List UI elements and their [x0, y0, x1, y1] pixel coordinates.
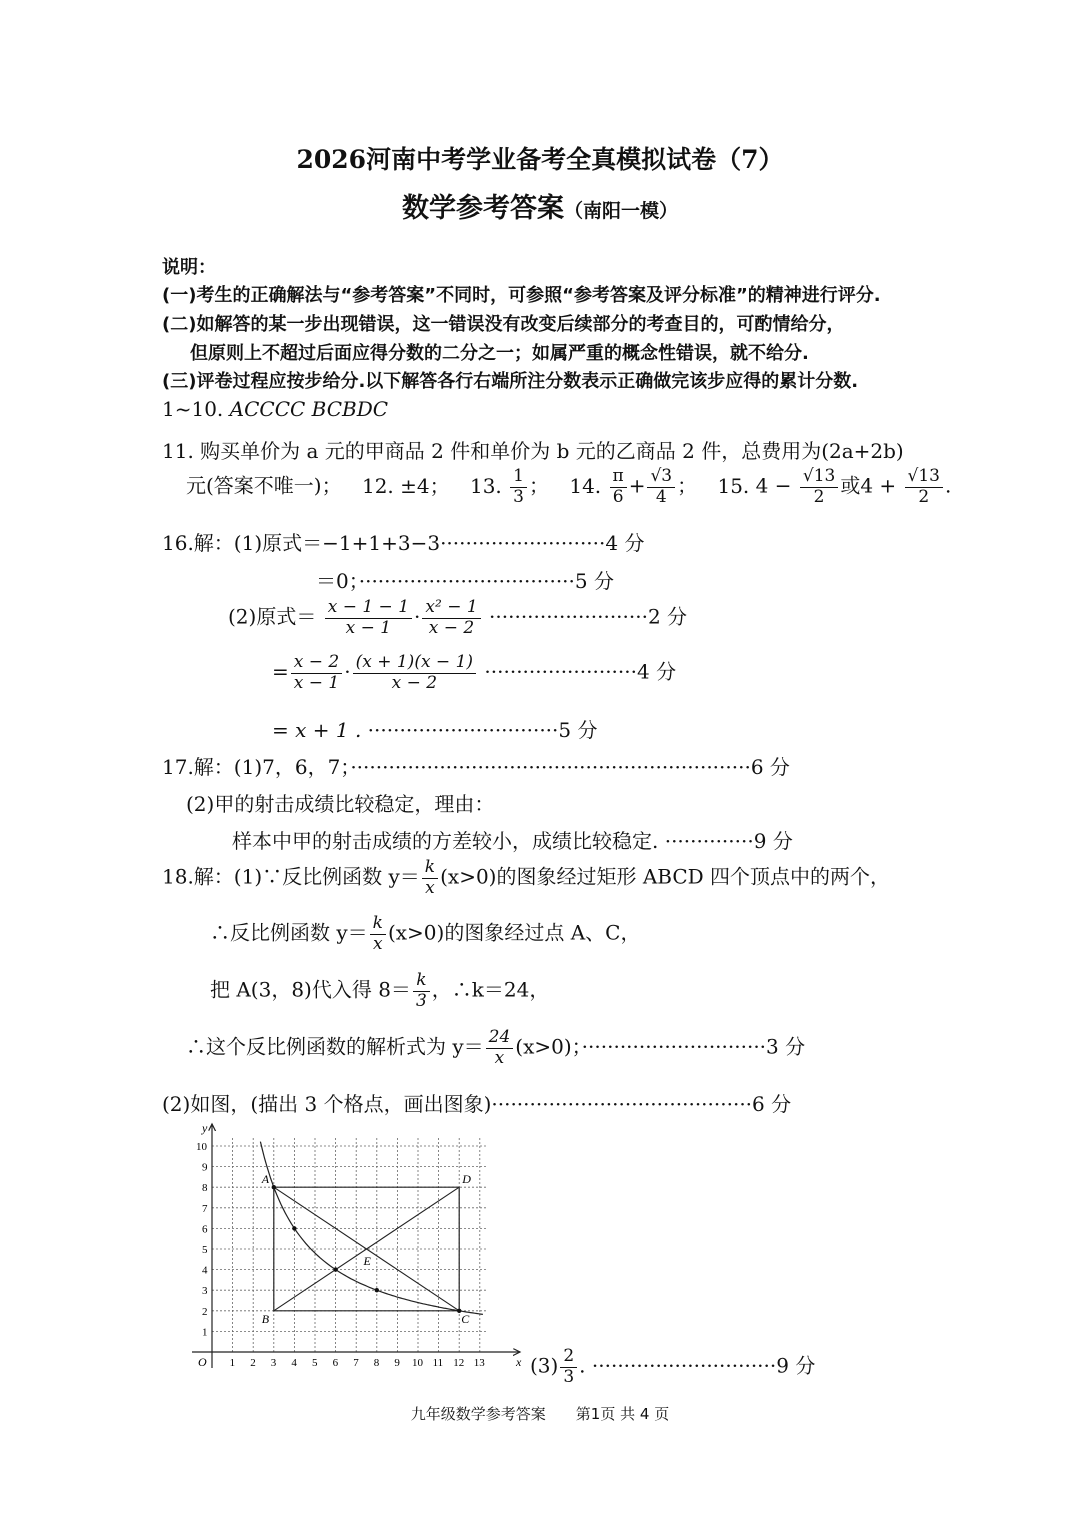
y-tick-label: 10 [196, 1141, 207, 1153]
q11-15-line: 元(答案不唯一)； 12. ±4； 13. $\frac{1}{3}$ ； 14. $\frac{\pi}{6}$ + $\frac{√3}{4}$ ； 15. 4 − $\frac{√13}{2}$ 或4 + $\frac{√13}{2}$ . [186, 466, 952, 507]
q16-l5-text: = x + 1 . [272, 718, 362, 742]
q17-l3-score: 9 分 [753, 829, 793, 853]
y-tick-label: 9 [202, 1161, 208, 1174]
q16-l5-score: 5 分 [558, 718, 598, 742]
x-tick-label: 10 [412, 1357, 423, 1369]
notes-heading: 说明： [162, 257, 216, 278]
page-title: 2026河南中考学业备考全真模拟试卷（7） [296, 145, 784, 174]
coordinate-graph [180, 1118, 530, 1378]
q18-l2-post: (x>0)的图象经过点 A、C， [387, 920, 641, 945]
x-tick-label: 11 [432, 1357, 444, 1369]
q11-tail: 元(答案不唯一)； [186, 473, 342, 498]
y-tick-label: 1 [202, 1326, 208, 1339]
q15-part-b: 4 + [860, 473, 897, 498]
q13-num: 1 [510, 467, 527, 488]
lattice-point [333, 1267, 337, 1271]
y-tick-label: 8 [202, 1182, 208, 1195]
q17-line1: 17.解：(1)7，6，7；·······························································6 分 [162, 755, 790, 779]
q18-l3-frac [413, 971, 430, 1011]
x-tick-label: 1 [229, 1357, 236, 1369]
q16-l3-label: (2)原式＝ [228, 604, 317, 629]
x-tick-label: 4 [291, 1357, 297, 1369]
lattice-point [375, 1288, 379, 1292]
q18-l6-label: (3) [530, 1353, 559, 1378]
origin-label: O [198, 1355, 207, 1369]
note-1: (一)考生的正确解法与“参考答案”不同时，可参照“参考答案及评分标准”的精神进行评分. [162, 285, 881, 306]
q16-l3-f1-num: x − 1 − 1 [325, 598, 412, 619]
q17-line3: 样本中甲的射击成绩的方差较小，成绩比较稳定. ··············9 分 [232, 829, 793, 853]
y-tick-label: 2 [202, 1305, 208, 1318]
q16-l1-score: 4 分 [605, 531, 645, 555]
y-axis-label: y [202, 1121, 208, 1135]
page-footer: 九年级数学参考答案 第1页 共 4 页 [410, 1405, 670, 1423]
q18-line6: (3) $\frac{2}{3}$ . ·····························9 分 [530, 1346, 816, 1387]
point-a-label: A [261, 1172, 270, 1187]
y-tick-label: 4 [202, 1264, 208, 1277]
note-2b: 但原则上不超过后面应得分数的二分之一；如属严重的概念性错误，就不给分. [190, 343, 809, 364]
point-c-label: C [461, 1311, 470, 1326]
q16-l4-f2-den: x − 2 [391, 672, 438, 693]
q18-l3-den: 3 [415, 990, 427, 1011]
lattice-point [292, 1226, 296, 1230]
x-tick-label: 3 [270, 1357, 277, 1369]
q18-line4: ∴这个反比例函数的解析式为 y＝ $\frac{24}{x}$ (x>0)；·····························3 分 [186, 1027, 806, 1068]
q16-l1-text: 16.解：(1)原式＝−1+1+3−3 [162, 531, 441, 555]
x-tick-label: 9 [394, 1357, 400, 1369]
grid [212, 1138, 486, 1352]
q15-fraction-a [800, 467, 838, 507]
q16-line4: = $\frac{x - 2}{x - 1}$ · $\frac{(x + 1)(x - 1)}{x - 2}$ ························4 分 [272, 652, 677, 693]
q16-line2: ＝0；··································5 分 [316, 569, 614, 593]
mc-answers [162, 397, 388, 421]
x-tick-label: 7 [353, 1357, 359, 1369]
q18-l3-pre: 把 A(3，8)代入得 8＝ [210, 977, 411, 1002]
q18-l2-frac [370, 914, 386, 954]
mc-range: 1~10. [162, 397, 224, 421]
x-tick-label: 13 [473, 1357, 485, 1369]
x-tick-labels [230, 1357, 486, 1369]
q15-part-a: 4 − [755, 473, 792, 498]
q18-l4-post: (x>0)； [515, 1034, 582, 1059]
q16-l4-frac1 [291, 653, 342, 693]
q15-or: 或 [840, 473, 861, 498]
q18-l6-num: 2 [560, 1347, 577, 1368]
subtitle-tag: （南阳一模） [563, 200, 678, 222]
q16-line3: (2)原式＝ $\frac{x - 1 - 1}{x - 1}$ · $\frac{\text{x² − 1}}{x - 2}$ ·························2 分 [228, 597, 688, 638]
q18-l2-num: k [370, 914, 386, 935]
y-tick-label: 5 [202, 1244, 208, 1256]
q18-l4-pre: ∴这个反比例函数的解析式为 y＝ [186, 1034, 484, 1059]
q18-l4-num: 24 [486, 1028, 514, 1049]
q15-b-den: 2 [918, 486, 930, 507]
q15-fraction-b [905, 467, 943, 507]
q18-l5-score: 6 分 [752, 1092, 792, 1116]
q18-l5-text: (2)如图，(描出 3 个格点，画出图象) [162, 1092, 492, 1116]
q13-den: 3 [513, 486, 524, 507]
q18-line5: (2)如图，(描出 3 个格点，画出图象)·········································6 分 [162, 1092, 792, 1116]
q18-l1-post: (x>0)的图象经过矩形 ABCD 四个顶点中的两个， [440, 864, 891, 889]
q14-fraction-a [610, 467, 627, 507]
q16-l3-frac2 [422, 598, 480, 638]
q14-b-num: √3 [647, 467, 675, 488]
q14-a-num: π [610, 467, 627, 488]
x-tick-label: 5 [312, 1357, 318, 1369]
q18-l3-post: ，∴k＝24， [431, 977, 550, 1002]
q13-label: 13. [469, 473, 502, 498]
q14-a-den: 6 [612, 486, 624, 507]
q17-l3-text: 样本中甲的射击成绩的方差较小，成绩比较稳定. [232, 829, 659, 853]
q18-line3 [210, 971, 549, 1011]
q18-l1-num: k [422, 858, 438, 879]
q14-fraction-b [647, 467, 675, 507]
q12-answer: 12. ±4； [361, 473, 450, 498]
y-tick-label: 7 [202, 1202, 208, 1215]
point-e-label: E [363, 1254, 371, 1268]
page-subtitle [0, 186, 1080, 225]
q18-l4-score: 3 分 [766, 1034, 806, 1059]
x-axis-label: x [516, 1355, 522, 1369]
q16-l3-f2-den: x − 2 [428, 617, 475, 638]
q16-l4-f2-num: (x + 1)(x − 1) [353, 653, 476, 674]
q16-l3-f1-den: x − 1 [345, 617, 392, 638]
q18-l6-frac [560, 1347, 577, 1387]
lattice-point [272, 1185, 276, 1189]
q16-l4-f1-num: x − 2 [291, 653, 342, 674]
q15-a-num: √13 [800, 467, 838, 488]
q15-label: 15. [717, 473, 750, 498]
x-tick-label: 8 [373, 1357, 380, 1369]
q18-l6-den: 3 [563, 1366, 575, 1387]
x-tick-label: 2 [250, 1357, 256, 1369]
q18-l1-den: x [425, 877, 435, 898]
q18-l2-den: x [373, 933, 383, 954]
q16-line1: 16.解：(1)原式＝−1+1+3−3··························4 分 [162, 531, 645, 555]
y-tick-label: 6 [202, 1223, 208, 1236]
q18-l1-pre: 18.解：(1)∵反比例函数 y＝ [162, 864, 420, 889]
q18-l4-den: x [494, 1047, 505, 1068]
q16-l3-frac1 [325, 598, 412, 638]
q16-l2-score: 5 分 [574, 569, 614, 593]
q16-l3-f2-num: x² − 1 [422, 598, 480, 619]
q17-l1-score: 6 分 [750, 755, 790, 779]
q16-l4-score: 4 分 [636, 659, 677, 684]
q14-label: 14. [569, 473, 602, 498]
q16-l2-text: ＝0； [316, 569, 359, 593]
q11-line1: 11. 购买单价为 a 元的甲商品 2 件和单价为 b 元的乙商品 2 件，总费用为(2a+2b) [162, 439, 904, 463]
q16-l3-score: 2 分 [647, 604, 688, 629]
q13-fraction [510, 467, 527, 507]
q15-b-num: √13 [905, 467, 943, 488]
q18-l4-frac [486, 1028, 514, 1068]
q18-line2 [210, 914, 640, 954]
note-3: (三)评卷过程应按步给分.以下解答各行右端所注分数表示正确做完该步应得的累计分数. [162, 371, 859, 392]
q16-l4-frac2 [353, 653, 476, 693]
q16-l4-f1-den: x − 1 [293, 672, 340, 693]
point-b-label: B [261, 1311, 270, 1326]
x-tick-label: 6 [332, 1357, 339, 1369]
point-d-label: D [462, 1172, 471, 1187]
q18-l3-num: k [413, 971, 430, 992]
q16-line5: = x + 1 . ······························5 分 [272, 718, 598, 742]
subtitle-text: 数学参考答案 [401, 193, 564, 224]
q18-l6-score: 9 分 [776, 1353, 816, 1378]
y-tick-label: 3 [202, 1285, 208, 1298]
y-tick-labels [196, 1141, 208, 1338]
x-tick-label: 12 [453, 1357, 465, 1369]
q15-a-den: 2 [813, 486, 825, 507]
q17-line2: (2)甲的射击成绩比较稳定，理由： [186, 792, 495, 816]
q18-l2-pre: ∴反比例函数 y＝ [210, 920, 368, 945]
q17-l1-text: 17.解：(1)7，6，7； [162, 755, 351, 779]
mc-key: ACCCC BCBDC [229, 397, 389, 421]
q18-l1-frac [422, 858, 438, 898]
q18-line1 [162, 858, 890, 898]
note-2a: (二)如解答的某一步出现错误，这一错误没有改变后续部分的考查目的，可酌情给分， [162, 314, 845, 335]
q14-b-den: 4 [655, 486, 667, 507]
